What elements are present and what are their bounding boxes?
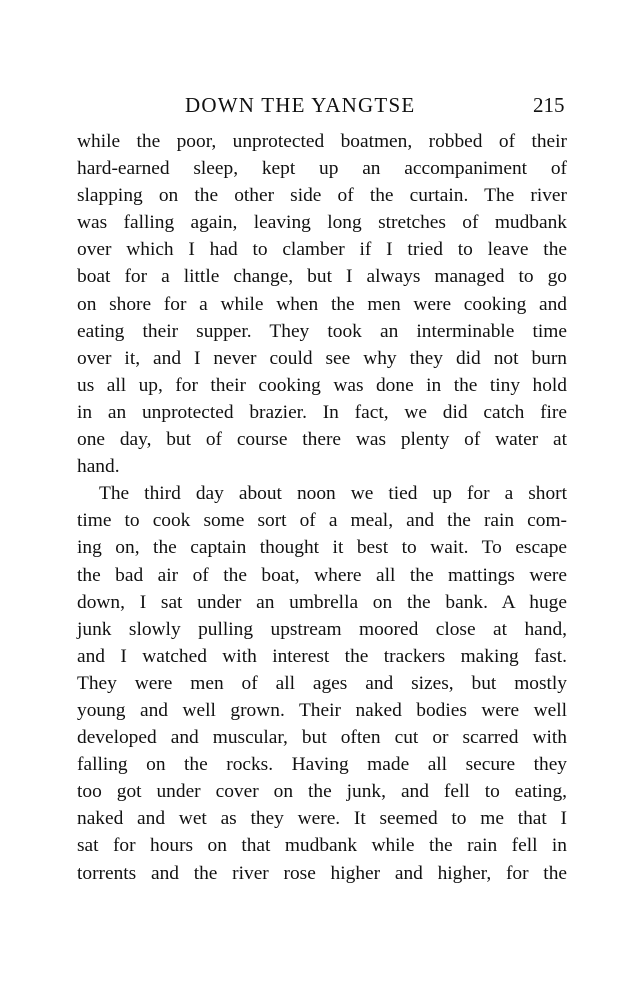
text-line: boat for a little change, but I always managed to go: [77, 266, 567, 288]
text-line: while the poor, unprotected boatmen, robbed of their: [77, 131, 567, 152]
text-line: was falling again, leaving long stretches of mudbank: [77, 212, 567, 234]
paragraph-start-line: The third day about noon we tied up for a short: [99, 483, 567, 505]
text-line: falling on the rocks. Having made all secure they: [77, 754, 567, 776]
text-line: naked and wet as they were. It seemed to me that I: [77, 808, 567, 830]
text-line: over which I had to clamber if I tried to leave the: [77, 239, 567, 261]
body-text: [77, 128, 567, 887]
text-line: and I watched with interest the trackers making fast.: [77, 645, 567, 667]
text-line: young and well grown. Their naked bodies were well: [77, 699, 567, 721]
text-line: junk slowly pulling upstream moored close at hand,: [77, 618, 567, 640]
text-line: one day, but of course there was plenty of water at: [77, 429, 567, 451]
text-line: sat for hours on that mudbank while the rain fell in: [77, 835, 567, 857]
text-line: slapping on the other side of the curtain. The river: [77, 185, 567, 207]
text-line: time to cook some sort of a meal, and the rain com-: [77, 510, 567, 532]
text-line: eating their supper. They took an interminable time: [77, 320, 567, 342]
text-line: torrents and the river rose higher and higher, for the: [77, 862, 567, 884]
text-line: ing on, the captain thought it best to wait. To escape: [77, 537, 567, 559]
text-line: too got under cover on the junk, and fell to eating,: [77, 781, 567, 803]
running-title: DOWN THE YANGTSE: [185, 93, 416, 117]
text-line: us all up, for their cooking was done in the tiny hold: [77, 374, 567, 396]
text-line: They were men of all ages and sizes, but mostly: [77, 672, 567, 694]
text-line: on shore for a while when the men were cooking and: [77, 293, 567, 315]
paragraph-end-line: hand.: [77, 456, 120, 478]
text-line: developed and muscular, but often cut or scarred with: [77, 727, 567, 749]
text-line: in an unprotected brazier. In fact, we did catch fire: [77, 401, 567, 423]
text-line: down, I sat under an umbrella on the bank. A huge: [77, 591, 567, 613]
page-number: 215: [533, 93, 565, 117]
text-line: over it, and I never could see why they did not burn: [77, 347, 567, 369]
text-line: the bad air of the boat, where all the mattings were: [77, 564, 567, 586]
text-line: hard-earned sleep, kept up an accompaniment of: [77, 158, 567, 180]
